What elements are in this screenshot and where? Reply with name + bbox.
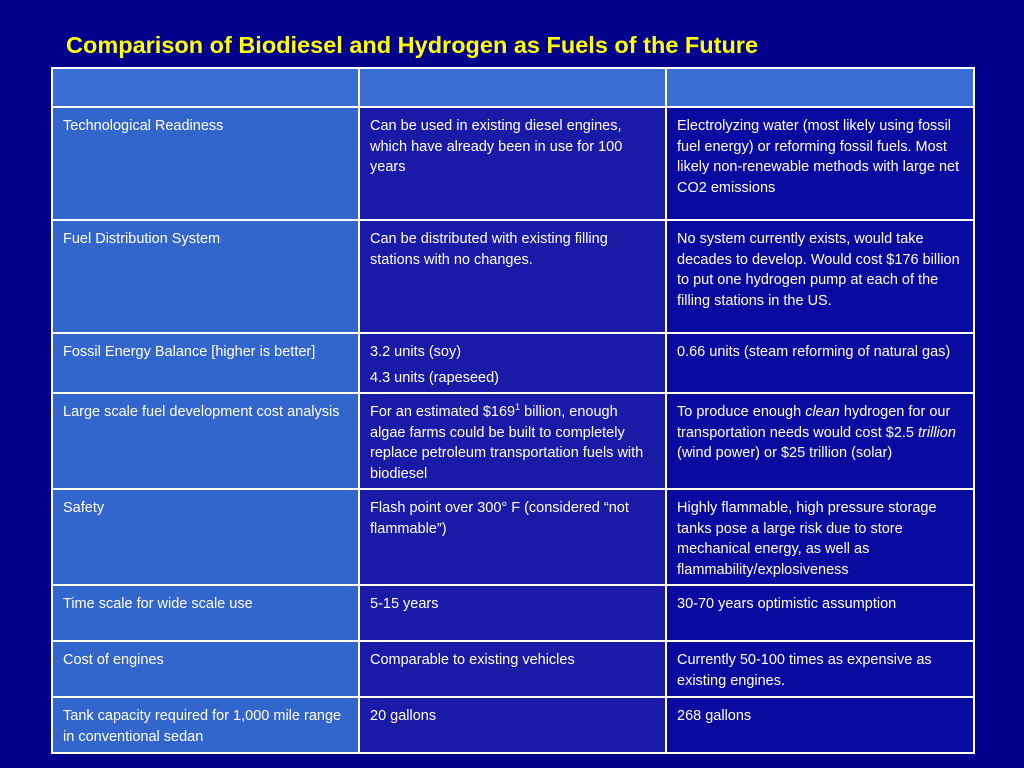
biodiesel-cell: Comparable to existing vehicles [359,641,666,697]
hydrogen-text-a: To produce enough [677,404,806,420]
biodiesel-text-end: billion, enough algae farms could be built to completely replace petroleum transportation fuels with biodiesel [370,404,644,482]
row-label: Time scale for wide scale use [52,585,359,641]
row-label: Cost of engines [52,641,359,697]
hydrogen-cell: 0.66 units (steam reforming of natural gas) [666,333,974,393]
row-label: Large scale fuel development cost analysis [52,393,359,489]
row-label: Safety [52,489,359,585]
hydrogen-cell: No system currently exists, would take decades to develop. Would cost $176 billion to put one hydrogen pump at each of the filling stations in the US. [666,220,974,333]
row-label: Technological Readiness [52,107,359,220]
biodiesel-rapeseed-line: 4.3 units (rapeseed) [370,369,499,386]
table-header-row [52,68,974,107]
biodiesel-text-start: For an estimated $169 [370,404,516,420]
biodiesel-cell: 20 gallons [359,697,666,753]
biodiesel-cell [359,393,666,489]
table-row [52,107,974,220]
table-row [52,585,974,641]
hydrogen-cell: 268 gallons [666,697,974,753]
row-label: Tank capacity required for 1,000 mile range in conventional sedan [52,697,359,753]
hydrogen-emphasis-trillion: trillion [918,424,956,441]
hydrogen-cell: Electrolyzing water (most likely using fossil fuel energy) or reforming fossil fuels. Most likely non-renewable methods with large net CO2 emissions [666,107,974,220]
row-label: Fossil Energy Balance [higher is better] [52,333,359,393]
biodiesel-soy-line: 3.2 units (soy) [370,344,462,360]
hydrogen-text-b: hydrogen for our transportation needs would cost $2.5 [677,404,951,441]
biodiesel-cell: Can be distributed with existing filling stations with no changes. [359,220,666,333]
biodiesel-cell: Flash point over 300° F (considered “not flammable”) [359,489,666,585]
hydrogen-emphasis-clean: clean [805,404,840,420]
biodiesel-cell: 5-15 years [359,585,666,641]
table-row [52,489,974,585]
hydrogen-cell: Currently 50-100 times as expensive as existing engines. [666,641,974,697]
hydrogen-text-c: (wind power) or $25 trillion (solar) [677,445,893,461]
header-cell-criterion [52,68,359,107]
table-row [52,697,974,753]
table-row [52,641,974,697]
header-cell-hydrogen [666,68,974,107]
header-cell-biodiesel [359,68,666,107]
hydrogen-cell: 30-70 years optimistic assumption [666,585,974,641]
hydrogen-cell: Highly flammable, high pressure storage tanks pose a large risk due to store mechanical energy, as well as flammability/explosiveness [666,489,974,585]
comparison-table [51,67,975,754]
footnote-marker: 1 [515,402,521,413]
table-row [52,333,974,393]
biodiesel-cell: Can be used in existing diesel engines, which have already been in use for 100 years [359,107,666,220]
row-label: Fuel Distribution System [52,220,359,333]
biodiesel-cell [359,333,666,393]
table-row [52,220,974,333]
page-title: Comparison of Biodiesel and Hydrogen as Fuels of the Future [66,32,759,58]
table-row [52,393,974,489]
hydrogen-cell [666,393,974,489]
